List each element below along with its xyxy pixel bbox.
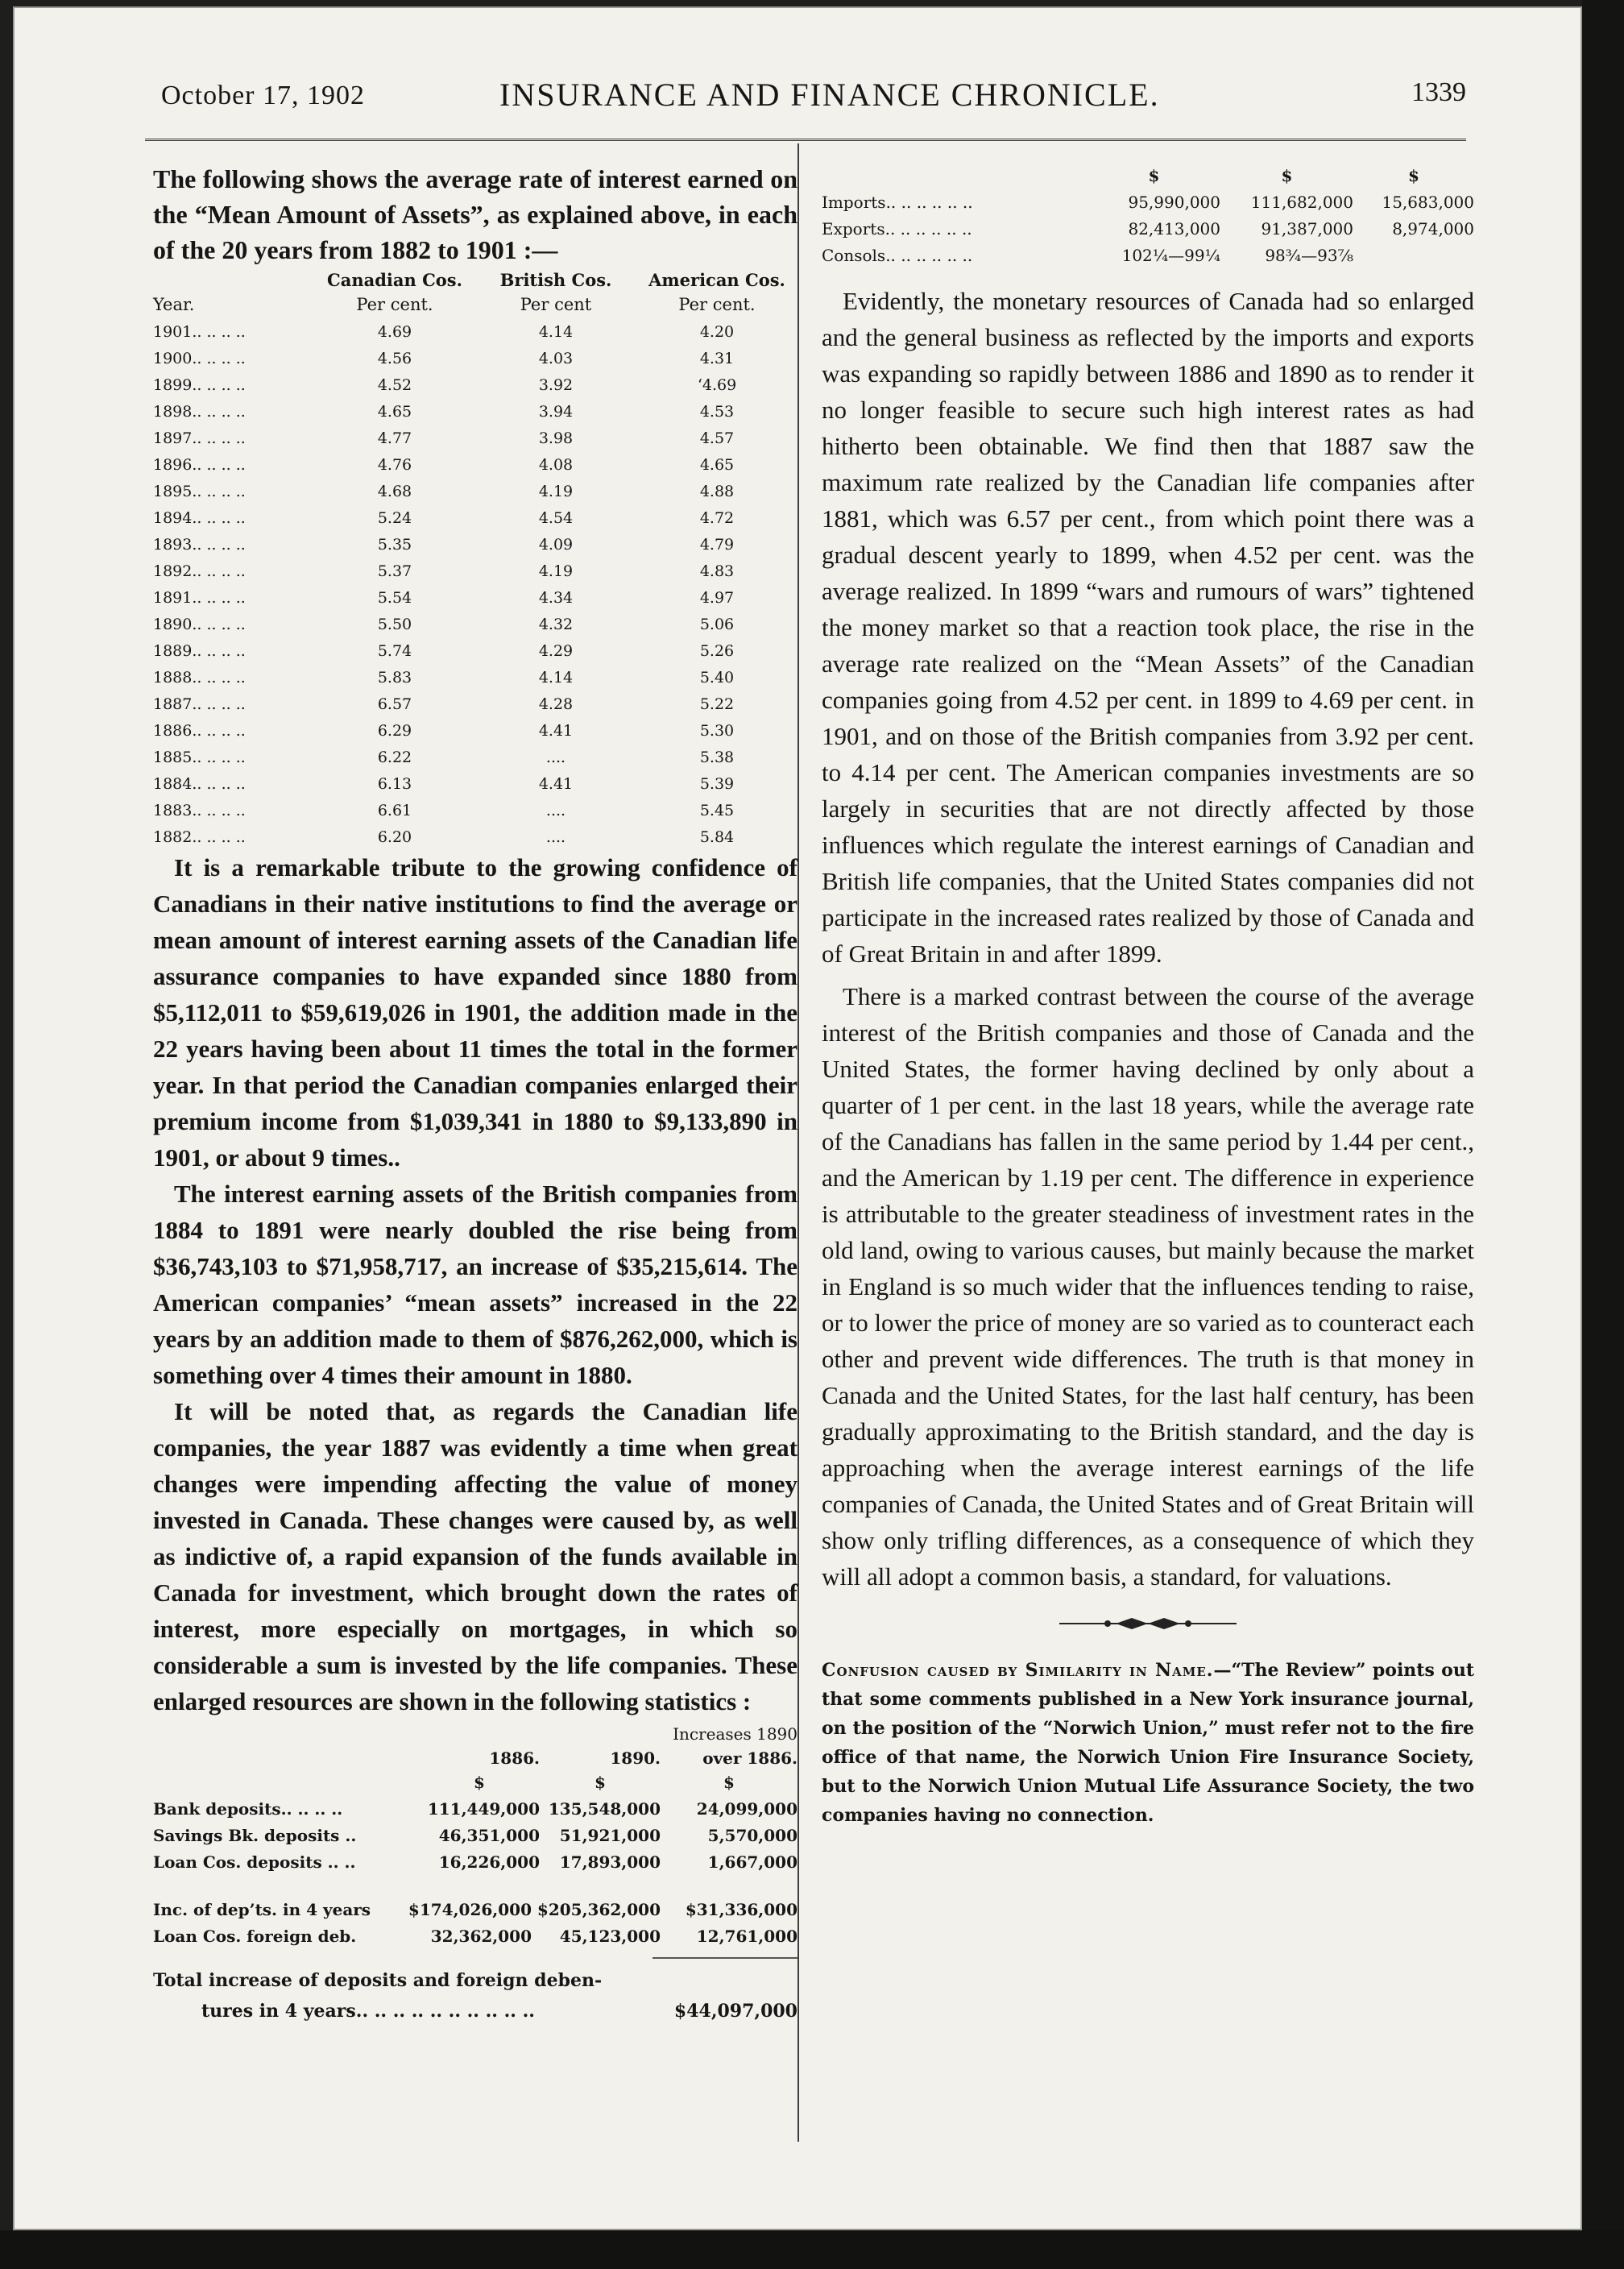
table-cell: 3.92 (538, 376, 574, 394)
table-cell: 6.61 (377, 802, 412, 819)
deposits-table-body (153, 1792, 798, 1872)
table-cell: 1,667,000 (707, 1852, 798, 1872)
header-rule (145, 139, 1466, 141)
table-row (153, 819, 798, 846)
publication-title: INSURANCE AND FINANCE CHRONICLE. (499, 77, 1160, 113)
table-cell: Loan Cos. foreign deb. (153, 1927, 357, 1946)
table-cell: 51,921,000 (559, 1826, 661, 1845)
paragraph-marked-contrast: There is a marked contrast between the course of the average interest of the British companies and those of Canada and the United States, the former having declined by only about a quarter of 1 per cent. in the last 18 years, while the average rate of the Canadians has fallen in the same period by 1.44 per cent., and the American by 1.19 per cent. The difference in experience is attributable to the greater steadiness of investment rates in the old land, owing to various causes, but mainly because the market in England is so much wider that the influences tending to raise, or to lower the price of money are so varied as to counteract each other and prevent wide differences. The truth is that money in Canada and the United States, for the last half century, has been gradually approximating to the British standard, and the day is approaching when the average interest earnings of the life companies of Canada, the United States and of Great Britain will show only trifling differences, as a consequence of which they will all adopt a common basis, a standard, for valuations. (822, 982, 1474, 1591)
header-cell: Per cent (520, 295, 592, 314)
table-cell: 1901.. .. .. .. (153, 323, 246, 341)
note-body: —“The Review” points out that some comments published in a New York insurance journal, on the position of the “Norwich Union,” must refer not to the fire office of that name, the Norwich Union Fire Insurance Society, but to the Norwich Union Mutual Life Assurance Society, the two companies having no connection. (822, 1660, 1474, 1826)
table-row (153, 687, 798, 713)
header-cell: American Cos. (648, 270, 785, 290)
table-cell: $31,336,000 (685, 1900, 798, 1919)
interest-rate-table (153, 266, 798, 846)
total-line-2: tures in 4 years.. .. .. .. .. .. .. .. .. .. (201, 2001, 535, 2022)
header-cell: over 1886. (702, 1748, 798, 1768)
table-header-row (153, 1719, 798, 1744)
table-cell: 4.34 (538, 589, 574, 607)
table-row (153, 447, 798, 474)
paragraph-1887-changes: It will be noted that, as regards the Canadian life companies, the year 1887 was evidently a time when great changes were impending affecting the value of money invested in Canada. These changes were caused by, as well as indictive of, a rapid expansion of the funds available in Canada for investment, which brought down the rates of interest, more especially on mortgages, in which so considerable a sum is invested by the life companies. These enlarged resources are shown in the following statistics : (153, 1397, 798, 1715)
rate-table-body (153, 314, 798, 846)
table-cell: 12,761,000 (696, 1927, 798, 1946)
table-cell: 24,099,000 (696, 1799, 798, 1819)
table-cell: 4.88 (699, 483, 735, 500)
unit-cell: $ (594, 1773, 606, 1792)
table-cell: 1887.. .. .. .. (153, 695, 246, 713)
table-row (153, 607, 798, 633)
table-cell: 95,990,000 (1128, 193, 1220, 212)
table-cell: 4.97 (699, 589, 735, 607)
table-row (153, 500, 798, 527)
unit-cell: $ (723, 1773, 735, 1792)
table-cell: 4.03 (538, 350, 574, 367)
table-cell: 8,974,000 (1392, 219, 1474, 239)
table-cell: 1890.. .. .. .. (153, 616, 246, 633)
table-row (153, 341, 798, 367)
table-cell: Bank deposits.. .. .. .. (153, 1799, 343, 1819)
table-cell: 5.35 (377, 536, 412, 554)
total-line-1: Total increase of deposits and foreign deben- (153, 1970, 603, 1991)
paragraph-confidence: It is a remarkable tribute to the growing confidence of Canadians in their native institutions to find the average or mean amount of interest earning assets of the Canadian life assurance companies to have expanded since 1880 from $5,112,011 to $59,619,026 in 1901, the addition made in the 22 years having been about 11 times the total in the former year. In that period the Canadian companies enlarged their premium income from $1,039,341 in 1880 to $9,133,890 in 1901, or about 9 times.. (153, 853, 798, 1172)
table-cell: 1891.. .. .. .. (153, 589, 246, 607)
sum-rule (652, 1957, 798, 1959)
table-cell: 1885.. .. .. .. (153, 749, 246, 766)
left-column (153, 161, 798, 2022)
table-row (153, 660, 798, 687)
table-cell: 1889.. .. .. .. (153, 642, 246, 660)
table-cell: 5.24 (377, 509, 412, 527)
table-cell: 91,387,000 (1261, 219, 1353, 239)
table-units-row (153, 1768, 798, 1792)
table-row (153, 1893, 798, 1919)
table-row (153, 1792, 798, 1819)
table-cell: 5.40 (699, 669, 735, 687)
news-note (822, 1656, 1474, 1830)
table-cell: 4.79 (699, 536, 735, 554)
table-row (153, 740, 798, 766)
paragraph-british-assets: The interest earning assets of the British companies from 1884 to 1891 were nearly doubled the rise being from $36,743,103 to $71,958,717, an increase of $35,215,614. The American companies’ “mean assets” increased in the 22 years by an addition made to them of $876,262,000, which is something over 4 times their amount in 1880. (153, 1180, 798, 1389)
table-cell: 6.22 (377, 749, 412, 766)
table-cell: Inc. of dep’ts. in 4 years (153, 1900, 371, 1919)
table-cell: 5.54 (377, 589, 412, 607)
table-cell: 15,683,000 (1382, 193, 1474, 212)
table-cell: 5.83 (377, 669, 412, 687)
table-cell: 4.19 (538, 483, 574, 500)
table-cell: 4.14 (538, 323, 574, 341)
total-value: $44,097,000 (673, 2001, 798, 2022)
table-cell: 17,893,000 (559, 1852, 661, 1872)
table-cell: 5.30 (699, 722, 735, 740)
unit-cell: $ (1408, 166, 1419, 185)
intro-paragraph: The following shows the average rate of interest earned on the “Mean Amount of Assets”, as explained above, in each of the 20 years from 1882 to 1901 :— (153, 164, 798, 264)
table-cell: 5.37 (377, 562, 412, 580)
table-cell: 6.13 (377, 775, 412, 793)
table-cell: 1883.. .. .. .. (153, 802, 246, 819)
header-cell: British Cos. (499, 270, 612, 290)
table-cell: 135,548,000 (548, 1799, 661, 1819)
table-cell: 4.53 (699, 403, 735, 421)
table-cell: 4.31 (699, 350, 735, 367)
page-bottom-shadow (0, 2230, 1624, 2269)
table-cell: 45,123,000 (559, 1927, 661, 1946)
table-row (153, 1819, 798, 1845)
table-row (153, 394, 798, 421)
table-cell: 4.52 (377, 376, 412, 394)
table-cell: 5.45 (699, 802, 735, 819)
table-cell: Savings Bk. deposits .. (153, 1826, 357, 1845)
table-cell: .... (545, 828, 566, 846)
table-cell: 5.50 (377, 616, 412, 633)
trade-table-body (822, 185, 1474, 265)
table-cell: 111,449,000 (427, 1799, 540, 1819)
table-cell: 5.74 (377, 642, 412, 660)
trade-table (822, 161, 1474, 265)
table-cell: 3.98 (538, 429, 574, 447)
table-cell: 4.77 (377, 429, 412, 447)
table-cell: 3.94 (538, 403, 574, 421)
table-cell: Exports.. .. .. .. .. .. (822, 219, 972, 239)
header-cell: 1886. (489, 1748, 540, 1768)
table-cell: 5.84 (699, 828, 735, 846)
page-number: 1339 (1411, 77, 1466, 107)
table-cell: 6.29 (377, 722, 412, 740)
table-cell: .... (545, 802, 566, 819)
table-cell: 4.65 (377, 403, 412, 421)
table-cell: 5.38 (699, 749, 735, 766)
table-cell: $205,362,000 (536, 1900, 661, 1919)
table-cell: 4.41 (538, 775, 574, 793)
page-edge-shadow (1582, 0, 1624, 2269)
table-row (153, 713, 798, 740)
table-row (153, 793, 798, 819)
table-cell: Consols.. .. .. .. .. .. (822, 246, 973, 265)
table-row (153, 367, 798, 394)
table-cell: 4.83 (699, 562, 735, 580)
table-cell: 102¼—99¼ (1121, 246, 1220, 265)
header-cell: Year. (153, 295, 195, 314)
spacer (153, 1872, 798, 1893)
table-cell: 5.39 (699, 775, 735, 793)
table-cell: 4.19 (538, 562, 574, 580)
table-cell: 1893.. .. .. .. (153, 536, 246, 554)
unit-cell: $ (1148, 166, 1160, 185)
table-row (153, 766, 798, 793)
table-cell: 1884.. .. .. .. (153, 775, 246, 793)
table-cell: 4.09 (538, 536, 574, 554)
table-cell: 5.26 (699, 642, 735, 660)
table-row (153, 554, 798, 580)
table-cell: 82,413,000 (1128, 219, 1220, 239)
table-cell: 4.14 (538, 669, 574, 687)
table-cell: Loan Cos. deposits .. .. (153, 1852, 356, 1872)
table-cell: 4.57 (699, 429, 735, 447)
table-cell: 4.41 (538, 722, 574, 740)
table-header-row (153, 1744, 798, 1768)
table-cell: ‘4.69 (697, 376, 737, 394)
right-column (822, 161, 1474, 1830)
table-cell: Imports.. .. .. .. .. .. (822, 193, 973, 212)
table-cell: 32,362,000 (430, 1927, 532, 1946)
table-cell: 1900.. .. .. .. (153, 350, 246, 367)
table-cell: 4.69 (377, 323, 412, 341)
table-cell: 4.28 (538, 695, 574, 713)
header-cell: 1890. (610, 1748, 661, 1768)
issue-date: October 17, 1902 (161, 81, 366, 110)
table-cell: .... (545, 749, 566, 766)
table-subheader-row (153, 290, 798, 314)
table-cell: 4.68 (377, 483, 412, 500)
table-row (153, 527, 798, 554)
table-cell: 1882.. .. .. .. (153, 828, 246, 846)
table-cell: 6.57 (377, 695, 412, 713)
header-cell: Canadian Cos. (327, 270, 462, 290)
table-cell: 1894.. .. .. .. (153, 509, 246, 527)
table-cell: 1896.. .. .. .. (153, 456, 246, 474)
note-heading: Confusion caused by Similarity in Name. (822, 1660, 1214, 1681)
table-units-row (822, 161, 1474, 185)
header-cell: Per cent. (678, 295, 756, 314)
table-cell: 1897.. .. .. .. (153, 429, 246, 447)
table-row (822, 239, 1474, 265)
table-cell: 4.76 (377, 456, 412, 474)
table-cell: 111,682,000 (1250, 193, 1353, 212)
table-row (153, 474, 798, 500)
table-cell: $174,026,000 (408, 1900, 532, 1919)
table-cell: 98¾—93⅞ (1265, 246, 1353, 265)
table-cell: 4.20 (699, 323, 735, 341)
paragraph-monetary-resources: Evidently, the monetary resources of Canada had so enlarged and the general business as reflected by the imports and exports was expanding so rapidly between 1886 and 1890 as to render it no longer feasible to secure such high interest rates as had hitherto been obtainable. We find then that 1887 saw the maximum rate realized by the Canadian life companies after 1881, which was 6.57 per cent., from which point there was a gradual descent yearly to 1899, when 4.52 per cent. was the average realized. In 1899 “wars and rumours of wars” tightened the money market so that a reaction took place, the rise in the average rate realized on the “Mean Assets” of the Canadian companies going from 4.52 per cent. in 1899 to 4.69 per cent. in 1901, and on those of the British companies from 3.92 per cent. to 4.14 per cent. The American companies investments are so largely in securities that are not directly affected by those influences which regulate the interest earnings of Canadian and British life companies, that the United States companies did not participate in the increased rates realized by those of Canada and of Great Britain in and after 1899. (822, 287, 1474, 968)
table-row (153, 421, 798, 447)
table-cell: 6.20 (377, 828, 412, 846)
table-cell: 4.54 (538, 509, 574, 527)
deposits-table (153, 1719, 798, 2022)
table-cell: 1895.. .. .. .. (153, 483, 246, 500)
table-row (153, 1845, 798, 1872)
header-cell: Increases 1890 (673, 1724, 798, 1744)
table-cell: 4.56 (377, 350, 412, 367)
table-cell: 4.32 (538, 616, 574, 633)
table-cell: 5.22 (699, 695, 735, 713)
table-cell: 1899.. .. .. .. (153, 376, 246, 394)
unit-cell: $ (1281, 166, 1293, 185)
table-row (153, 580, 798, 607)
table-row (153, 1919, 798, 1946)
ornament-divider-icon (1059, 1616, 1237, 1632)
unit-cell: $ (474, 1773, 485, 1792)
column-divider (798, 143, 799, 2142)
deposits-table-body-2 (153, 1893, 798, 1946)
table-row (153, 314, 798, 341)
table-cell: 46,351,000 (438, 1826, 540, 1845)
table-cell: 4.72 (699, 509, 735, 527)
table-cell: 16,226,000 (438, 1852, 540, 1872)
table-header-row (153, 266, 798, 290)
table-cell: 1888.. .. .. .. (153, 669, 246, 687)
table-cell: 4.29 (538, 642, 574, 660)
table-row (822, 185, 1474, 212)
table-row (822, 212, 1474, 239)
header-cell: Per cent. (356, 295, 433, 314)
page-header (153, 73, 1474, 121)
table-cell: 5.06 (699, 616, 735, 633)
table-cell: 5,570,000 (707, 1826, 798, 1845)
table-cell: 4.08 (538, 456, 574, 474)
table-cell: 1892.. .. .. .. (153, 562, 246, 580)
total-row (153, 1991, 798, 2022)
table-cell: 1898.. .. .. .. (153, 403, 246, 421)
table-cell: 4.65 (699, 456, 735, 474)
table-row (153, 633, 798, 660)
table-cell: 1886.. .. .. .. (153, 722, 246, 740)
